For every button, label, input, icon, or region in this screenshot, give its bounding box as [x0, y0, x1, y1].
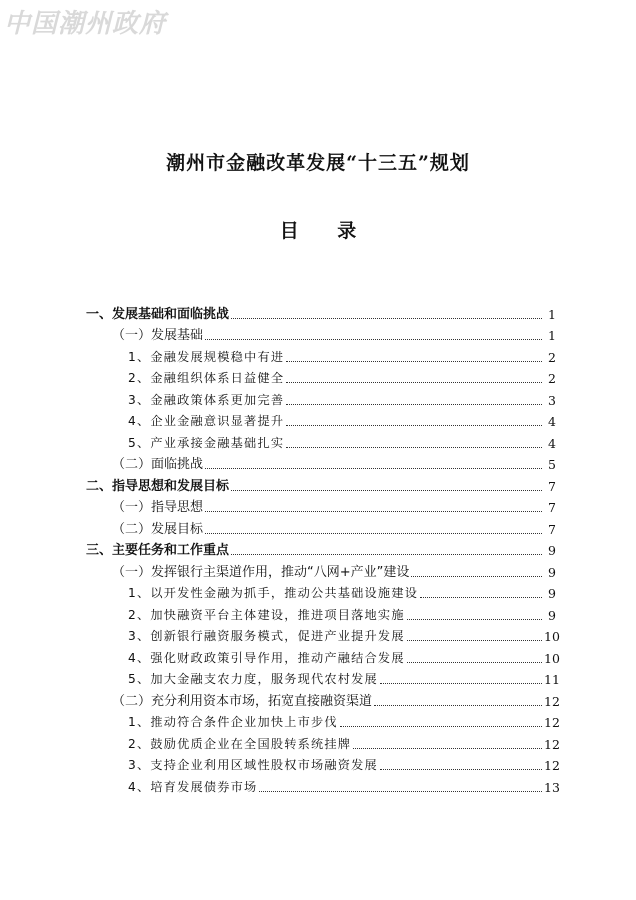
- watermark-logo: 中国潮州政府: [4, 9, 167, 39]
- toc-entry[interactable]: [86, 580, 556, 602]
- toc-entry-page: 7: [548, 521, 556, 537]
- toc-entry[interactable]: [86, 515, 556, 537]
- toc-entry-label: （一）指导思想: [112, 500, 204, 515]
- toc-leader-dots: [205, 533, 542, 534]
- toc-leader-dots: [420, 597, 542, 598]
- toc-leader-dots: [380, 683, 542, 684]
- toc-entry-label: 2、金融组织体系日益健全: [128, 371, 285, 385]
- toc-entry-page: 7: [548, 478, 556, 494]
- toc-entry[interactable]: [86, 623, 560, 645]
- toc-entry[interactable]: [86, 773, 560, 795]
- toc-leader-dots: [353, 748, 542, 749]
- toc-entry[interactable]: [86, 709, 560, 731]
- toc-leader-dots: [205, 511, 542, 512]
- toc-entry-page: 9: [548, 564, 556, 580]
- toc-entry[interactable]: [86, 558, 556, 580]
- toc-entry[interactable]: [86, 322, 556, 344]
- toc-leader-dots: [259, 791, 542, 792]
- toc-leader-dots: [231, 554, 542, 555]
- toc-entry-label: 4、培育发展债券市场: [128, 779, 258, 794]
- toc-entry[interactable]: [86, 343, 556, 365]
- toc-entry-label: （二）发展目标: [112, 521, 204, 537]
- toc-entry-page: 11: [544, 672, 560, 687]
- toc-leader-dots: [205, 339, 542, 340]
- toc-entry[interactable]: [86, 730, 560, 752]
- toc-entry-page: 4: [548, 414, 556, 429]
- toc-entry-label: 1、推动符合条件企业加快上市步伐: [128, 715, 338, 729]
- toc-leader-dots: [340, 726, 542, 727]
- toc-leader-dots: [286, 447, 542, 448]
- toc-entry-label: 2、鼓励优质企业在全国股转系统挂牌: [128, 736, 352, 751]
- toc-entry-label: 3、创新银行融资服务模式，促进产业提升发展: [128, 629, 405, 643]
- toc-entry-page: 5: [548, 457, 556, 472]
- toc-entry-label: 4、企业金融意识显著提升: [128, 414, 285, 428]
- toc-entry-label: 3、金融政策体系更加完善: [128, 392, 285, 407]
- toc-entry-page: 9: [548, 543, 556, 558]
- toc-entry[interactable]: [86, 300, 556, 322]
- toc-entry-page: 12: [544, 736, 560, 752]
- toc-leader-dots: [231, 490, 542, 491]
- toc-entry[interactable]: [86, 666, 560, 688]
- toc-entry[interactable]: [86, 451, 556, 473]
- toc-entry-page: 10: [544, 629, 560, 644]
- toc-entry-page: 12: [544, 693, 560, 709]
- toc-entry-label: （一）发挥银行主渠道作用，推动“八网+产业”建设: [112, 564, 410, 580]
- toc-leader-dots: [407, 662, 542, 663]
- toc-leader-dots: [286, 404, 542, 405]
- toc-leader-dots: [286, 382, 542, 383]
- toc-entry-label: （一）发展基础: [112, 328, 204, 343]
- toc-entry-label: （二）充分利用资本市场，拓宽直接融资渠道: [112, 693, 373, 709]
- toc-entry-page: 12: [544, 715, 560, 730]
- toc-entry-page: 1: [548, 306, 556, 322]
- toc-entry[interactable]: [86, 537, 556, 559]
- toc-entry[interactable]: [86, 752, 560, 774]
- toc-entry-label: 一、发展基础和面临挑战: [86, 306, 230, 322]
- toc-leader-dots: [286, 425, 542, 426]
- toc-entry-page: 13: [544, 779, 560, 795]
- toc-entry-label: 1、以开发性金融为抓手，推动公共基础设施建设: [128, 586, 419, 600]
- toc-entry[interactable]: [86, 644, 560, 666]
- toc-entry-label: 三、主要任务和工作重点: [86, 543, 230, 558]
- toc-leader-dots: [286, 361, 542, 362]
- toc-entry-label: 5、加大金融支农力度，服务现代农村发展: [128, 672, 378, 686]
- toc-entry[interactable]: [86, 429, 556, 451]
- toc-heading: 目 录: [279, 220, 373, 242]
- toc-entry-label: 5、产业承接金融基础扎实: [128, 435, 285, 450]
- toc-entry-page: 10: [544, 650, 560, 666]
- toc-leader-dots: [407, 640, 542, 641]
- toc-entry-page: 12: [544, 758, 560, 773]
- toc-entry-page: 2: [548, 371, 556, 386]
- toc-leader-dots: [380, 769, 542, 770]
- toc-entry-label: 3、支持企业利用区域性股权市场融资发展: [128, 758, 378, 772]
- toc-entry[interactable]: [86, 601, 556, 623]
- toc-entry[interactable]: [86, 408, 556, 430]
- toc-entry-page: 1: [548, 328, 556, 343]
- table-of-contents: [86, 300, 560, 795]
- toc-entry-page: 3: [548, 392, 556, 408]
- toc-entry-page: 2: [548, 349, 556, 365]
- toc-entry-label: 4、强化财政政策引导作用，推动产融结合发展: [128, 650, 405, 665]
- toc-entry-label: 二、指导思想和发展目标: [86, 478, 230, 494]
- toc-entry[interactable]: [86, 494, 556, 516]
- toc-entry-page: 9: [548, 586, 556, 601]
- toc-leader-dots: [411, 576, 542, 577]
- document-title: 潮州市金融改革发展“十三五”规划: [166, 152, 470, 174]
- toc-entry[interactable]: [86, 472, 556, 494]
- toc-entry[interactable]: [86, 687, 560, 709]
- toc-leader-dots: [407, 619, 542, 620]
- toc-entry-page: 4: [548, 435, 556, 451]
- toc-entry-label: 2、加快融资平台主体建设，推进项目落地实施: [128, 607, 405, 622]
- toc-leader-dots: [205, 468, 542, 469]
- toc-leader-dots: [231, 318, 542, 319]
- toc-leader-dots: [374, 705, 542, 706]
- toc-entry-label: 1、金融发展规模稳中有进: [128, 349, 285, 364]
- toc-entry-page: 7: [548, 500, 556, 515]
- toc-entry-page: 9: [548, 607, 556, 623]
- toc-entry[interactable]: [86, 386, 556, 408]
- toc-entry[interactable]: [86, 365, 556, 387]
- toc-entry-label: （二）面临挑战: [112, 457, 204, 472]
